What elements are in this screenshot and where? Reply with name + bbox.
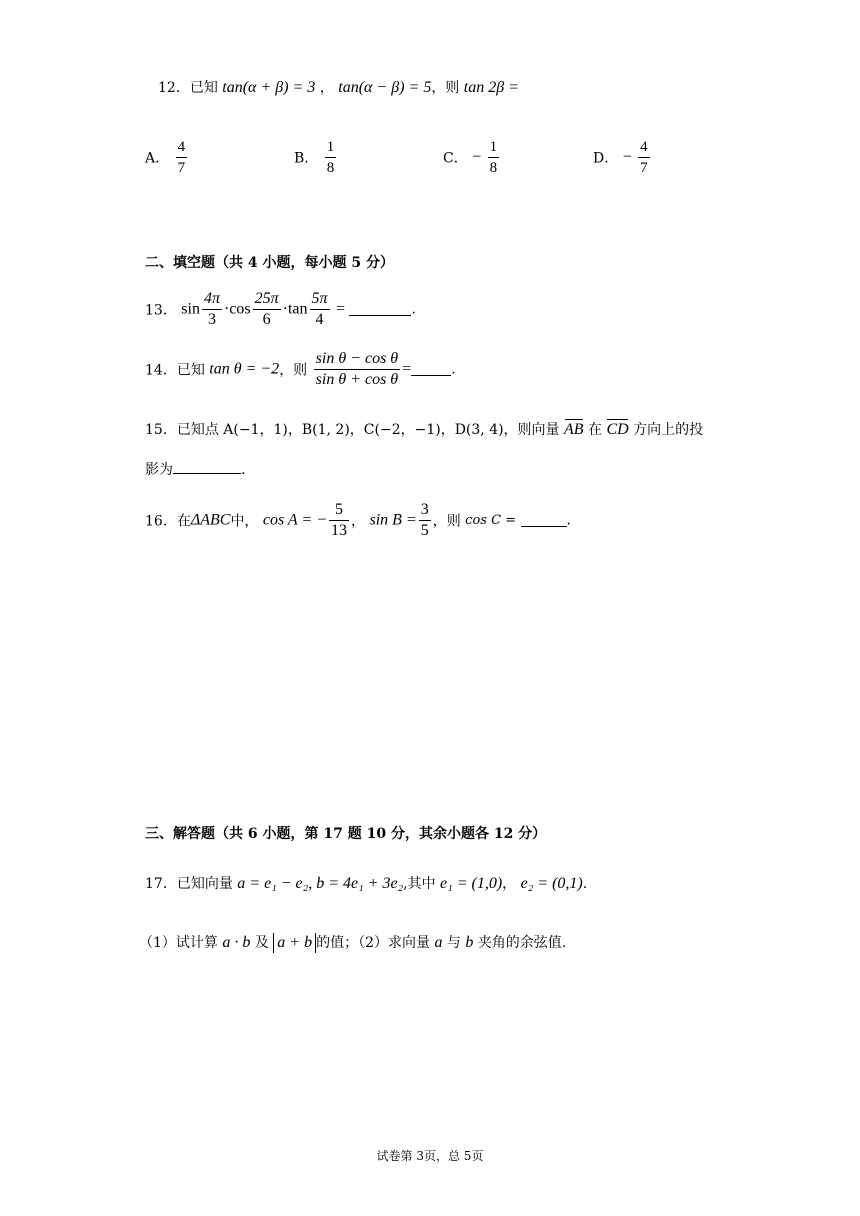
q14-given: tan θ = −2 bbox=[209, 360, 280, 378]
q17-vectors: a = e₁ − e₂, b = 4e₁ + 3e₂ bbox=[237, 875, 404, 892]
q15-period: . bbox=[241, 462, 246, 478]
question-15 bbox=[145, 419, 703, 441]
q14-fraction: $\frac{\text{sin θ − cos θ}}{\text{sin θ + cos θ}}$ bbox=[315, 350, 399, 388]
q16-separator: ， bbox=[351, 513, 366, 530]
q15-line2: 影为 bbox=[145, 462, 173, 478]
q12-option-b[interactable] bbox=[294, 137, 338, 178]
q16-mid2: ，则 bbox=[432, 513, 461, 530]
q15-number: 15． bbox=[145, 422, 177, 438]
q16-triangle: ΔABC bbox=[190, 511, 231, 529]
question-14 bbox=[145, 349, 456, 390]
q13-answer-blank[interactable] bbox=[349, 303, 411, 316]
q13-tan: tan bbox=[287, 300, 308, 318]
option-fraction: $\frac{4}{7}$ bbox=[640, 139, 648, 176]
q16-cosA: cos A = − bbox=[262, 511, 328, 529]
q16-answer-blank[interactable] bbox=[521, 514, 567, 527]
q17-e2: e₂ = (0,1) bbox=[520, 875, 583, 892]
q15-vector-ab: AB bbox=[564, 419, 584, 441]
q17-e1: e₁ = (1,0) bbox=[440, 875, 503, 892]
question-17 bbox=[145, 873, 587, 895]
option-fraction: $\frac{1}{8}$ bbox=[489, 139, 498, 176]
q13-fraction-2: $\frac{25\pi}{6}$ bbox=[254, 290, 279, 328]
option-sign: − bbox=[622, 148, 632, 166]
question-15-line2 bbox=[145, 459, 245, 479]
q12-suffix: ，则 bbox=[431, 80, 460, 96]
option-label: C． bbox=[443, 150, 468, 167]
q17-dot-product: a · b bbox=[222, 934, 251, 951]
q17-mid: ,其中 bbox=[403, 876, 436, 892]
q16-sinB: sin B = bbox=[369, 511, 417, 529]
option-sign: − bbox=[472, 148, 482, 166]
q16-period: . bbox=[566, 512, 571, 529]
q14-answer-blank[interactable] bbox=[411, 363, 451, 376]
q14-number: 14． bbox=[145, 362, 177, 379]
option-fraction: $\frac{4}{7}$ bbox=[177, 139, 186, 176]
page-footer: 试卷第 3页，总 5页 bbox=[376, 1149, 484, 1163]
q16-mid1: 中， bbox=[230, 513, 259, 530]
q12-ask: tan 2β = bbox=[463, 79, 519, 96]
q12-option-d[interactable] bbox=[593, 137, 652, 178]
q15-text: 已知点 A(−1，1)，B(1, 2)，C(−2，−1)，D(3, 4)，则向量 bbox=[176, 422, 560, 438]
q17-part2-end: 夹角的余弦值. bbox=[477, 935, 567, 951]
q17-number: 17． bbox=[145, 876, 177, 892]
q13-sin: sin bbox=[181, 300, 200, 318]
q17-with: 与 bbox=[446, 935, 461, 951]
q15-mid: 在 bbox=[588, 422, 603, 438]
q16-fraction-2: $\frac{3}{5}$ bbox=[420, 501, 429, 539]
q14-equals: = bbox=[402, 360, 412, 378]
q15-tail: 方向上的投 bbox=[633, 422, 704, 438]
question-13: 13． sin $\frac{4\pi}{3}$ ·cos $\frac{25\pi}{6}$ ·tan $\frac{5\pi}{4}$ = . bbox=[145, 290, 416, 328]
q13-equals: = bbox=[335, 300, 346, 318]
q14-mid: ，则 bbox=[279, 362, 308, 379]
q15-answer-blank[interactable] bbox=[173, 461, 241, 474]
section-3-heading: 三、解答题（共 6 小题，第 17 题 10 分，其余小题各 12 分） bbox=[145, 826, 547, 842]
q13-fraction-3: $\frac{5\pi}{4}$ bbox=[311, 290, 328, 328]
option-fraction: $\frac{1}{8}$ bbox=[326, 139, 335, 176]
q17-part1-end: 的值；（2）求向量 bbox=[316, 935, 430, 951]
q17-part1-label: （1）试计算 bbox=[139, 935, 218, 951]
q14-prefix: 已知 bbox=[176, 362, 205, 379]
q12-number: 12． bbox=[158, 80, 190, 96]
q12-expr1: tan(α + β) = 3 bbox=[222, 79, 316, 96]
q13-fraction-1: $\frac{4\pi}{3}$ bbox=[203, 290, 220, 328]
q14-period: . bbox=[451, 361, 456, 378]
question-12: 12．已知 tan(α + β) = 3 ， tan(α − β) = 5，则 tan 2β = bbox=[158, 79, 519, 96]
q17-and: 及 bbox=[254, 935, 269, 951]
q12-option-a[interactable] bbox=[145, 137, 189, 178]
q16-fraction-1: $\frac{5}{13}$ bbox=[331, 501, 348, 539]
option-label: B． bbox=[294, 150, 319, 167]
q17-prefix: 已知向量 bbox=[176, 876, 233, 892]
q13-number: 13． bbox=[145, 302, 177, 319]
option-label: D． bbox=[593, 150, 619, 167]
q17-separator: ， bbox=[502, 876, 517, 892]
q15-vector-cd: CD bbox=[606, 419, 628, 441]
q12-expr2: tan(α − β) = 5 bbox=[338, 79, 432, 96]
q17-period: . bbox=[582, 876, 588, 892]
q12-prefix: 已知 bbox=[189, 80, 218, 96]
q17-vector-a: a bbox=[434, 934, 443, 951]
question-17-parts bbox=[139, 932, 566, 954]
option-label: A． bbox=[145, 150, 170, 167]
question-16 bbox=[145, 500, 571, 541]
q17-magnitude: a + b bbox=[273, 933, 316, 953]
q12-option-c[interactable] bbox=[443, 137, 501, 178]
q17-vector-b: b bbox=[465, 934, 474, 951]
q13-cos: cos bbox=[229, 300, 251, 318]
q16-number: 16． bbox=[145, 513, 177, 530]
section-2-heading: 二、填空题（共 4 小题，每小题 5 分） bbox=[145, 255, 394, 271]
q13-period: . bbox=[411, 301, 416, 318]
q16-cosC: cos C = bbox=[465, 513, 517, 528]
q16-prefix: 在 bbox=[176, 513, 191, 530]
